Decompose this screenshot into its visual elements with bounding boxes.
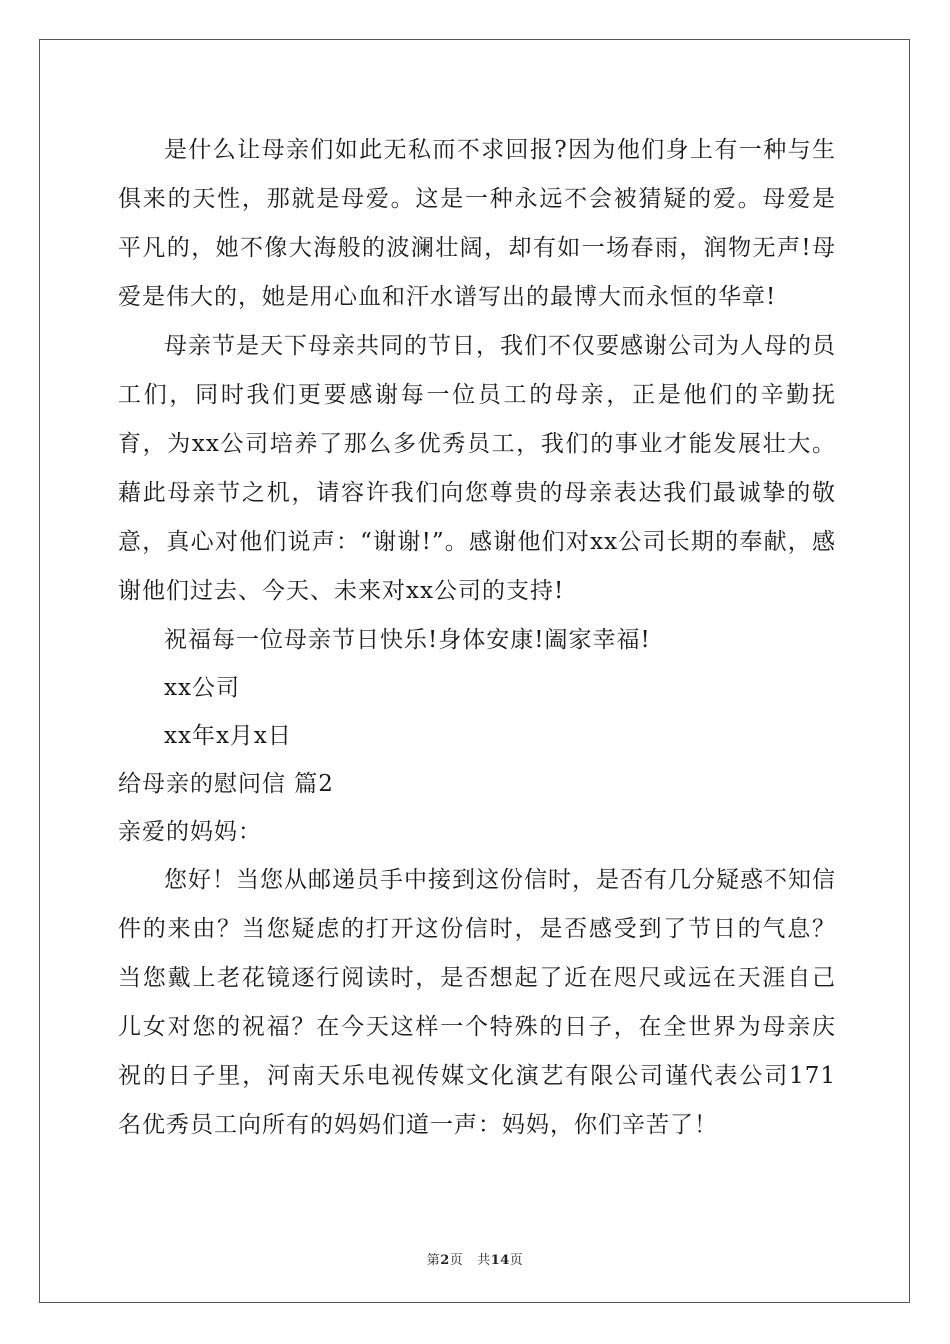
body-paragraph: 您好！当您从邮递员手中接到这份信时，是否有几分疑惑不知信件的来由？当您疑虑的打开这份信时，是否感受到了节日的气息？当您戴上老花镜逐行阅读时，是否想起了近在咫尺或远在天涯自己儿女对您的祝福？在今天这样一个特殊的日子，在全世界为母亲庆祝的日子里，河南天乐电视传媒文化演艺有限公司谨代表公司171名优秀员工向所有的妈妈们道一声：妈妈，你们辛苦了！	[118, 867, 836, 1138]
body-paragraph: 母亲节是天下母亲共同的节日，我们不仅要感谢公司为人母的员工们，同时我们更要感谢每一位员工的母亲，正是他们的辛勤抚育，为xx公司培养了那么多优秀员工，我们的事业才能发展壮大。藉此母亲节之机，请容许我们向您尊贵的母亲表达我们最诚挚的敬意，真心对他们说声：“谢谢!”。感谢他们对xx公司长期的奉献，感谢他们过去、今天、未来对xx公司的支持!	[118, 333, 836, 604]
body-paragraph: 是什么让母亲们如此无私而不求回报?因为他们身上有一种与生俱来的天性，那就是母爱。这是一种永远不会被猜疑的爱。母爱是平凡的，她不像大海般的波澜壮阔，却有如一场春雨，润物无声!母爱是伟大的，她是用心血和汗水谱写出的最博大而永恒的华章!	[118, 137, 836, 310]
signature-date: xx年x月x日	[164, 723, 292, 749]
page-prefix: 第	[426, 1253, 441, 1268]
total-suffix: 页	[509, 1253, 524, 1268]
page-current: 2	[440, 1253, 450, 1268]
blessing-line: 祝福每一位母亲节日快乐!身体安康!阖家幸福!	[164, 627, 651, 653]
signature-company: xx公司	[164, 675, 240, 701]
document-body	[118, 126, 836, 1150]
page-footer	[0, 1249, 950, 1268]
page-suffix: 页	[449, 1253, 464, 1268]
section-title: 给母亲的慰问信 篇2	[118, 771, 334, 797]
total-prefix: 共	[477, 1253, 491, 1268]
salutation: 亲爱的妈妈：	[118, 819, 262, 845]
page-total: 14	[490, 1253, 510, 1268]
